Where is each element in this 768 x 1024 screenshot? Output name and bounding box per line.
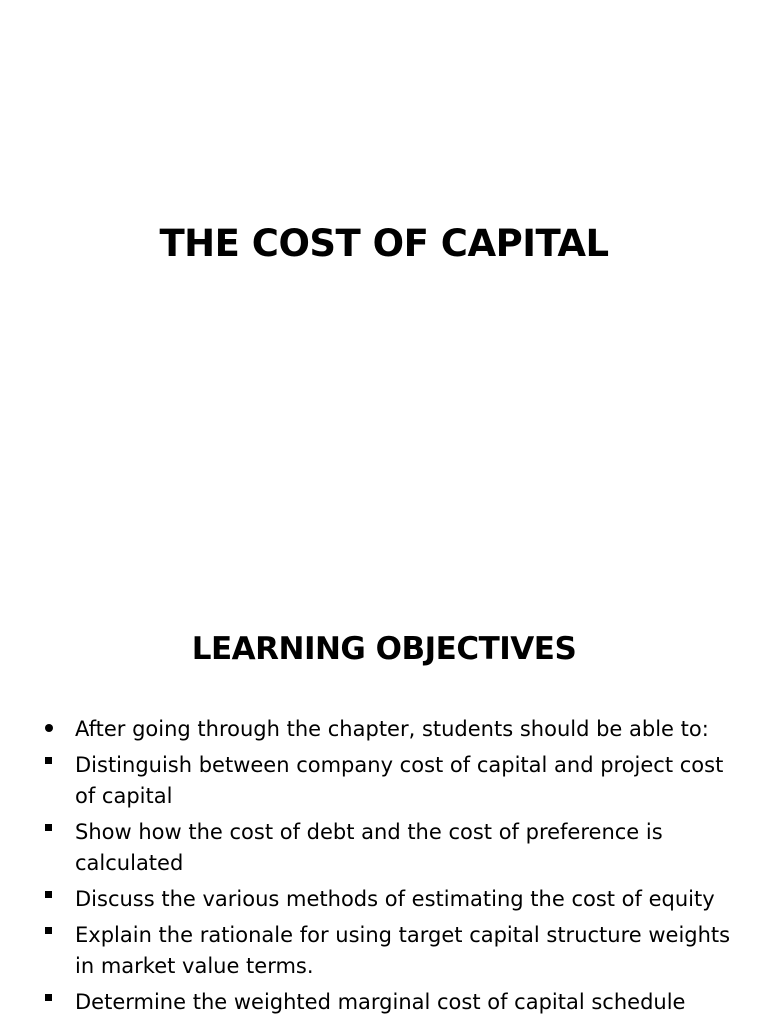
list-item xyxy=(42,714,732,745)
bullet-dot-icon xyxy=(42,714,62,745)
list-item-text: Discuss the various methods of estimating the cost of equity xyxy=(75,887,715,911)
bullet-square-icon xyxy=(42,920,62,951)
list-item-text: Show how the cost of debt and the cost of preference is calculated xyxy=(75,820,663,875)
bullet-square-icon xyxy=(42,817,62,848)
list-item-text: Explain the rationale for using target capital structure weights in market value terms. xyxy=(75,923,731,978)
list-item-text: Determine the weighted marginal cost of capital schedule xyxy=(75,990,686,1014)
list-item xyxy=(42,750,732,812)
list-item-text: After going through the chapter, students should be able to: xyxy=(75,717,709,741)
objectives-list xyxy=(42,714,732,1023)
list-item xyxy=(42,884,732,915)
bullet-square-icon xyxy=(42,750,62,781)
list-item xyxy=(42,817,732,879)
bullet-square-icon xyxy=(42,884,62,915)
list-item-text: Distinguish between company cost of capital and project cost of capital xyxy=(75,753,724,808)
objectives-slide xyxy=(0,576,768,1024)
slide-title: THE COST OF CAPITAL xyxy=(159,222,609,265)
list-item xyxy=(42,920,732,982)
list-item xyxy=(42,987,732,1018)
objectives-heading: LEARNING OBJECTIVES xyxy=(191,631,577,667)
bullet-square-icon xyxy=(42,987,62,1018)
